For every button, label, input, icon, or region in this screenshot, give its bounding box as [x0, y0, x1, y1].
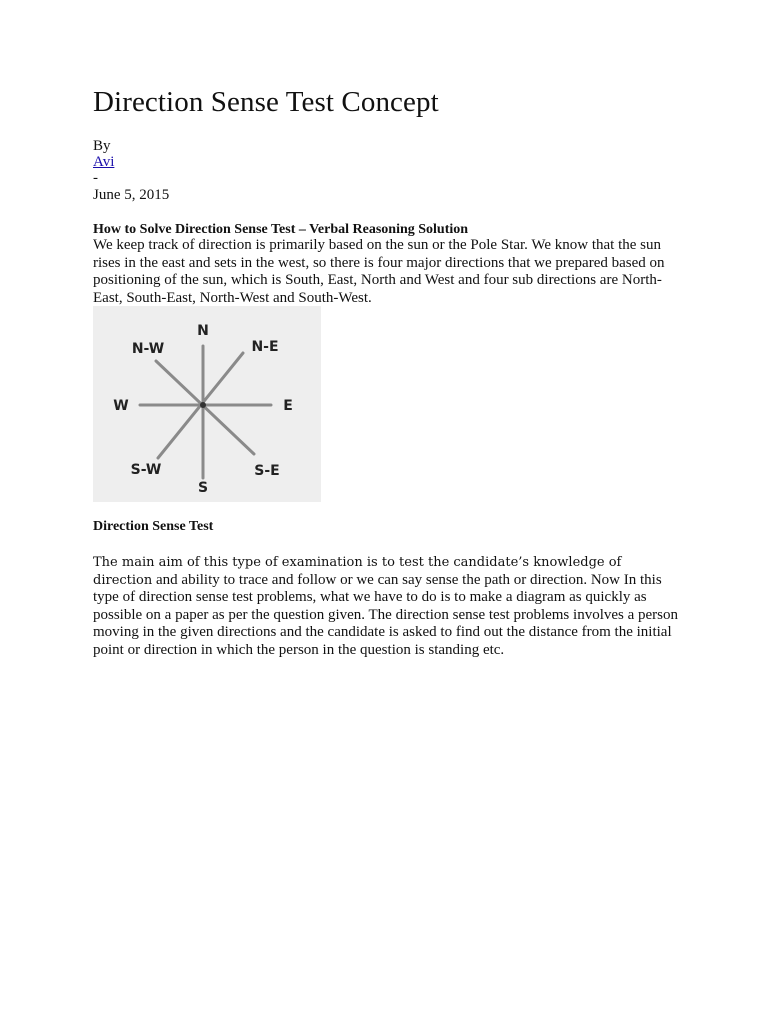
compass-lines [140, 346, 271, 478]
label-north-west: N-W [131, 341, 165, 357]
page-title: Direction Sense Test Concept [93, 86, 439, 118]
publish-date: June 5, 2015 [93, 187, 170, 203]
label-south-east: S-E [254, 463, 280, 479]
compass-diagram [93, 306, 321, 502]
compass-center [200, 402, 206, 408]
byline-separator: - [93, 170, 98, 186]
author-link[interactable]: Avi [93, 154, 115, 170]
intro-paragraph: We keep track of direction is primarily based on the sun or the Pole Star. We know that the sun rises in the east and sets in the west, so there is four major directions that we prepared based on positioning of the sun, which is South, East, North and West and four sub directions are North-East, South-East, North-West and South-West. [93, 237, 665, 306]
label-north: N [197, 323, 209, 339]
byline-label: By [93, 138, 111, 154]
main-paragraph-lead: The main aim of this type of examination is to test the candidate’s knowledge of direction [93, 555, 622, 588]
label-east: E [283, 398, 293, 414]
label-south: S [197, 480, 209, 496]
label-south-west: S-W [130, 462, 162, 478]
label-west: W [113, 398, 129, 414]
main-paragraph [93, 554, 683, 659]
main-paragraph-body: and ability to trace and follow or we can say sense the path or direction. Now In this type of direction sense test problems, what we have to do is to make a diagram as quickly as possible on a paper as per the question given. The direction sense test problems involves a person moving in the given directions and the candidate is asked to find out the distance from the initial point or direction in which the person in the question is standing etc. [93, 571, 678, 658]
label-north-east: N-E [251, 339, 279, 355]
compass-svg [93, 306, 321, 502]
section-heading-direction-sense-test: Direction Sense Test [93, 519, 214, 534]
section-heading-how-to-solve: How to Solve Direction Sense Test – Verbal Reasoning Solution [93, 222, 469, 237]
